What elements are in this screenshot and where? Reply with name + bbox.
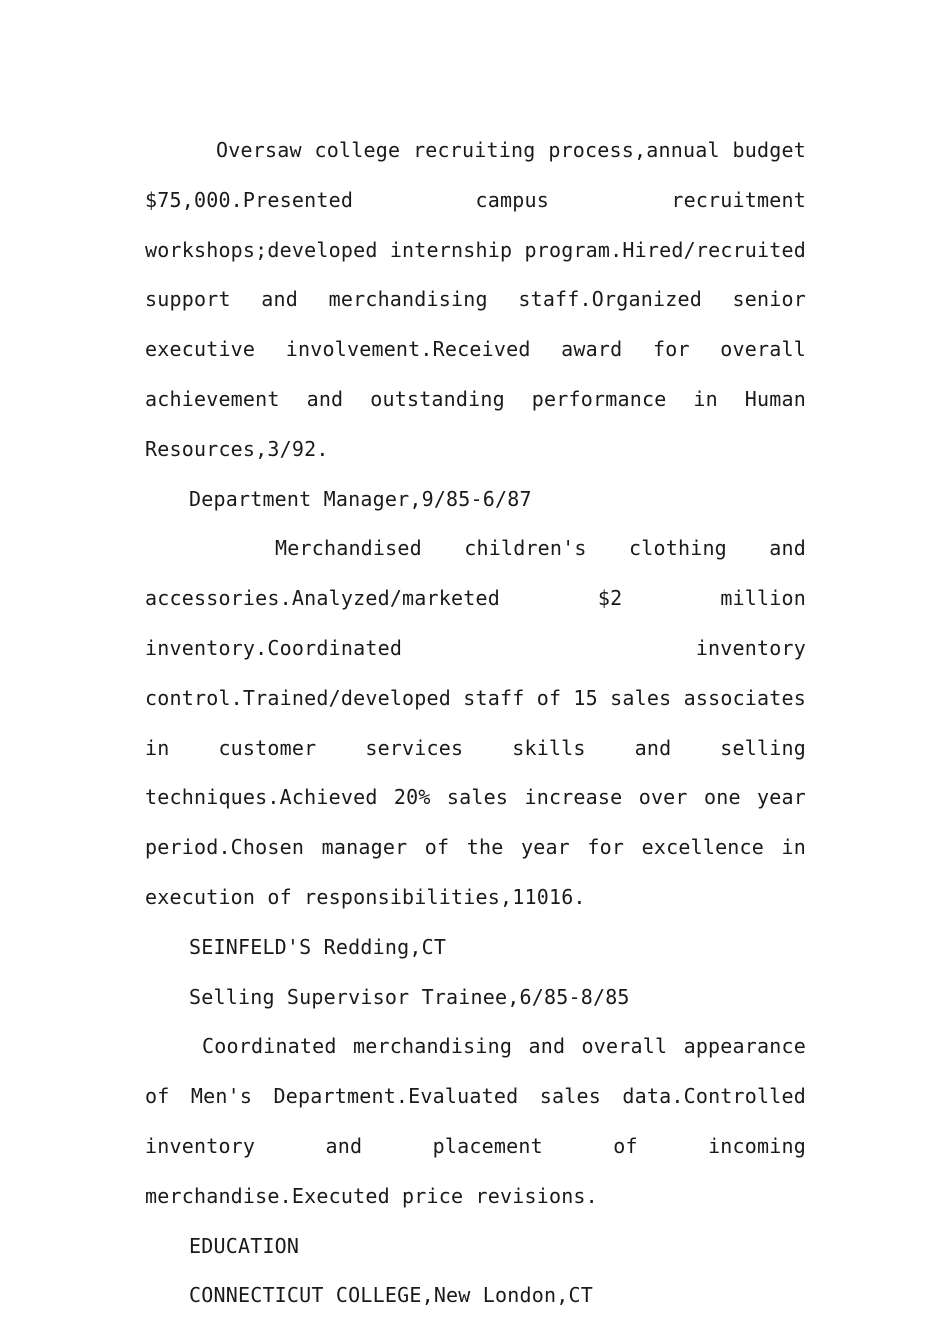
employer-seinfelds: SEINFELD'S Redding,CT	[189, 934, 447, 959]
paragraph-department-manager: Merchandised children's clothing and accessories.Analyzed/marketed $2 million inventory.Coordinated inventory control.Trained/developed staff of 15 sales associates in customer services skills and selling techniques.Achieved 20% sales increase over one year period.Chosen manager of the year for excellence in execution of responsibilities,11016.	[145, 536, 807, 909]
resume-page	[145, 126, 806, 1321]
school-connecticut-college: CONNECTICUT COLLEGE,New London,CT	[189, 1283, 593, 1308]
paragraph-selling-supervisor: Coordinated merchandising and overall appearance of Men's Department.Evaluated sales data.Controlled inventory and placement of incoming merchandise.Executed price revisions.	[145, 1034, 806, 1208]
role-department-manager: Department Manager,9/85-6/87	[189, 486, 532, 511]
paragraph-recruiting: Oversaw college recruiting process,annual budget $75,000.Presented campus recruitment workshops;developed internship program.Hired/recruited support and merchandising staff.Organized senior executive involvement.Received award for overall achievement and outstanding performance in Human Resources,3/92.	[145, 138, 807, 461]
section-heading-education: EDUCATION	[189, 1233, 300, 1258]
role-selling-supervisor: Selling Supervisor Trainee,6/85-8/85	[189, 984, 630, 1009]
